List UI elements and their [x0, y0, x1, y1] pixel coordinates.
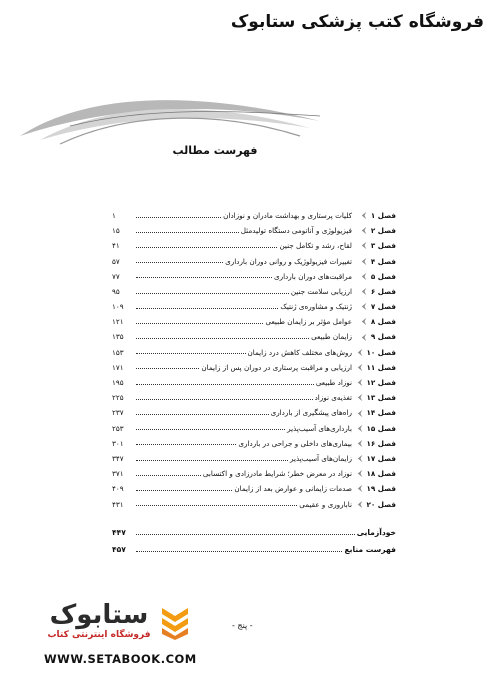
chapter-title: راه‌های پیشگیری از بارداری	[270, 408, 352, 418]
chapter-page: ۹۵	[112, 286, 120, 296]
chapter-label: فصل ۱۵	[352, 424, 396, 433]
chapter-page: ۵۷	[112, 256, 120, 266]
chevron-left-icon	[360, 302, 369, 311]
chapter-label: فصل ۱۳	[352, 393, 396, 402]
toc-row[interactable]	[112, 436, 396, 451]
toc-extra-row[interactable]	[112, 541, 396, 558]
chapter-title: روش‌های مختلف کاهش درد زایمان	[247, 347, 352, 357]
dot-leader	[136, 335, 309, 339]
chapter-page: ۱۳۵	[112, 332, 124, 342]
chapter-page: ۱۹۵	[112, 378, 124, 388]
chevron-left-icon	[356, 393, 365, 402]
dot-leader	[136, 214, 221, 218]
chapter-page: ۷۷	[112, 271, 120, 281]
chevron-left-icon	[360, 287, 369, 296]
toc-title: فهرست مطالب	[172, 144, 258, 157]
chapter-label: فصل ۱۸	[352, 469, 396, 478]
dot-leader	[136, 365, 199, 369]
dot-leader	[136, 381, 314, 385]
page-number: - پنج -	[232, 621, 253, 630]
toc-row[interactable]	[112, 481, 396, 496]
chapter-title: زایمان طبیعی	[311, 332, 352, 342]
chapter-title: بارداری‌های آسیب‌پذیر	[287, 423, 352, 433]
setabook-logo	[44, 600, 154, 640]
chevron-left-icon	[360, 257, 369, 266]
chevron-left-icon	[356, 439, 365, 448]
chapter-label: فصل ۷	[352, 302, 396, 311]
chevron-left-icon	[360, 333, 369, 342]
chapter-page: ۱۲۱	[112, 317, 124, 327]
extra-page: ۴۵۷	[112, 544, 126, 554]
chapter-page: ۴۳۱	[112, 499, 124, 509]
chapter-page: ۳۰۱	[112, 438, 124, 448]
chapter-page: ۲۲۵	[112, 393, 124, 403]
chapter-title: ارزیابی سلامت جنین	[290, 286, 352, 296]
dot-leader	[136, 472, 201, 476]
chevron-left-icon	[356, 500, 365, 509]
dot-leader	[136, 487, 232, 491]
chapter-title: ارزیابی و مراقبت پرستاری در دوران پس از زایمان	[201, 362, 352, 372]
chapter-label: فصل ۱۰	[352, 348, 396, 357]
toc-row[interactable]	[112, 238, 396, 253]
toc-row[interactable]	[112, 421, 396, 436]
dot-leader	[136, 548, 342, 552]
chapter-page: ۱۵۳	[112, 347, 124, 357]
extra-title: فهرست منابع	[344, 544, 396, 554]
chapter-title: صدمات زایمانی و عوارض بعد از زایمان	[234, 484, 352, 494]
chapter-title: تغذیه‌ی نوزاد	[314, 393, 352, 403]
dot-leader	[136, 411, 269, 415]
chapter-page: ۲۳۷	[112, 408, 124, 418]
chapter-page: ۳۴۷	[112, 453, 124, 463]
chevron-left-icon	[356, 454, 365, 463]
chevron-left-icon	[356, 469, 365, 478]
store-title: فروشگاه کتب پزشکی ستابوک	[230, 12, 484, 32]
chapter-page: ۱۰۹	[112, 302, 124, 312]
dot-leader	[136, 441, 236, 445]
chapter-label: فصل ۳	[352, 241, 396, 250]
chapter-title: نوزاد طبیعی	[315, 378, 352, 388]
dot-leader	[136, 350, 246, 354]
logo-subtitle: فروشگاه اینترنتی کتاب	[47, 630, 151, 640]
chapter-label: فصل ۱۱	[352, 363, 396, 372]
toc-row[interactable]	[112, 405, 396, 420]
toc-row[interactable]	[112, 223, 396, 238]
chapter-title: تغییرات فیزیولوژیک و روانی دوران بارداری	[225, 256, 352, 266]
chapter-label: فصل ۱۴	[352, 409, 396, 418]
chevron-left-icon	[360, 272, 369, 281]
dot-leader	[136, 320, 263, 324]
chapter-page: ۱۷۱	[112, 362, 124, 372]
setabook-logo-mark	[160, 604, 190, 640]
toc-row[interactable]	[112, 254, 396, 269]
logo-name: ستابوک	[49, 600, 149, 630]
toc-row[interactable]	[112, 360, 396, 375]
chapter-page: ۱۵	[112, 226, 120, 236]
chapter-title: کلیات پرستاری و بهداشت مادران و نوزادان	[223, 210, 352, 220]
chapter-title: بیماری‌های داخلی و جراحی در بارداری	[238, 438, 352, 448]
toc-row[interactable]	[112, 330, 396, 345]
dot-leader	[136, 244, 277, 248]
chapter-title: لقاح، رشد و تکامل جنین	[279, 241, 352, 251]
chapter-page: ۴۰۹	[112, 484, 124, 494]
toc-row[interactable]	[112, 497, 396, 512]
chapter-page: ۳۷۱	[112, 469, 124, 479]
chapter-title: عوامل مؤثر بر زایمان طبیعی	[265, 317, 352, 327]
chapter-label: فصل ۱۶	[352, 439, 396, 448]
chapter-label: فصل ۱	[352, 211, 396, 220]
chapter-title: ژنتیک و مشاوره‌ی ژنتیک	[280, 302, 352, 312]
toc-row[interactable]	[112, 375, 396, 390]
toc-list	[112, 208, 396, 512]
dot-leader	[136, 229, 239, 233]
toc-row[interactable]	[112, 390, 396, 405]
chapter-label: فصل ۹	[352, 333, 396, 342]
dot-leader	[136, 305, 278, 309]
dot-leader	[136, 457, 288, 461]
chapter-page: ۴۱	[112, 241, 120, 251]
toc-row[interactable]	[112, 284, 396, 299]
chevron-left-icon	[356, 424, 365, 433]
chapter-label: فصل ۲	[352, 226, 396, 235]
chapter-label: فصل ۲۰	[352, 500, 396, 509]
toc-row[interactable]	[112, 299, 396, 314]
chevron-left-icon	[360, 241, 369, 250]
chevron-left-icon	[360, 317, 369, 326]
chevron-left-icon	[360, 226, 369, 235]
extra-page: ۴۴۷	[112, 527, 126, 537]
chapter-page: ۲۵۳	[112, 423, 124, 433]
chevron-left-icon	[356, 378, 365, 387]
chapter-label: فصل ۶	[352, 287, 396, 296]
toc-row[interactable]	[112, 451, 396, 466]
toc-row[interactable]	[112, 208, 396, 223]
toc-row[interactable]	[112, 466, 396, 481]
chevron-left-icon	[356, 348, 365, 357]
chapter-label: فصل ۴	[352, 257, 396, 266]
dot-leader	[136, 531, 355, 535]
dot-leader	[136, 502, 297, 506]
setabook-url[interactable]: WWW.SETABOOK.COM	[44, 652, 197, 666]
toc-row[interactable]	[112, 269, 396, 284]
toc-row[interactable]	[112, 314, 396, 329]
chapter-title: فیزیولوژی و آناتومی دستگاه تولیدمثل	[240, 226, 352, 236]
dot-leader	[136, 426, 285, 430]
chevron-left-icon	[356, 409, 365, 418]
dot-leader	[136, 290, 289, 294]
toc-extras	[112, 524, 396, 558]
chapter-label: فصل ۵	[352, 272, 396, 281]
extra-title: خودآزمایی	[356, 527, 396, 537]
toc-row[interactable]	[112, 345, 396, 360]
chapter-label: فصل ۸	[352, 317, 396, 326]
dot-leader	[136, 259, 223, 263]
toc-extra-row[interactable]	[112, 524, 396, 541]
chapter-title: زایمان‌های آسیب‌پذیر	[290, 453, 352, 463]
chevron-left-icon	[356, 484, 365, 493]
chapter-label: فصل ۱۷	[352, 454, 396, 463]
chapter-title: نوزاد در معرض خطر؛ شرایط مادرزادی و اکتسابی	[202, 469, 352, 479]
dot-leader	[136, 274, 272, 278]
chevron-left-icon	[356, 363, 365, 372]
chapter-label: فصل ۱۲	[352, 378, 396, 387]
chapter-title: مراقبت‌های دوران بارداری	[273, 271, 352, 281]
chapter-title: ناباروری و عقیمی	[299, 499, 352, 509]
chevron-left-icon	[360, 211, 369, 220]
chapter-page: ۱	[112, 210, 116, 220]
chapter-label: فصل ۱۹	[352, 484, 396, 493]
dot-leader	[136, 396, 313, 400]
